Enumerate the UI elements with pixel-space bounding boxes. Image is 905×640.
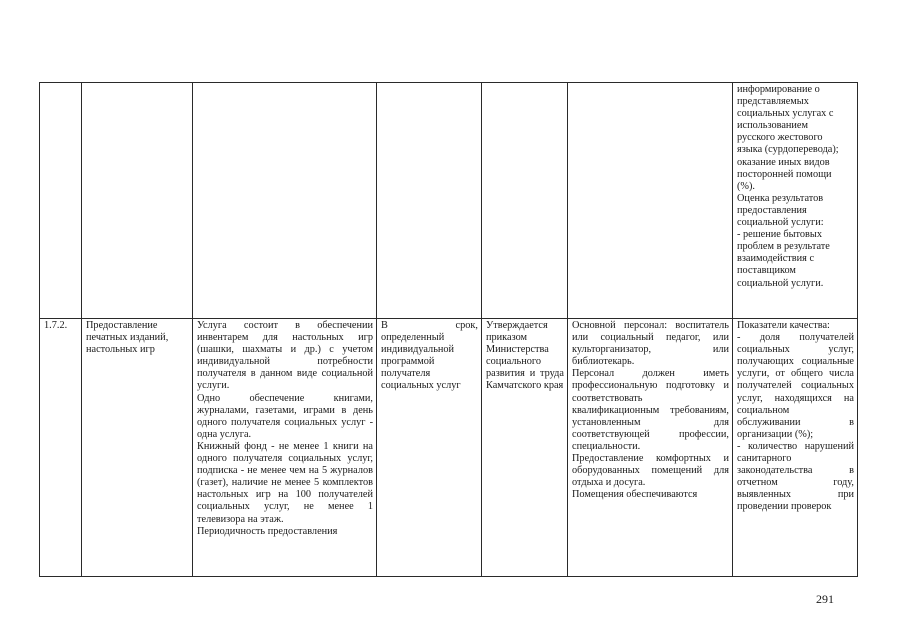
tariff-cell <box>482 83 568 319</box>
table-row <box>40 319 858 577</box>
service-name: Предоставление печатных изданий, настольных игр <box>86 320 169 356</box>
service-term: В срок, определенный индивидуальной программой получателя социальных услуг <box>381 320 478 392</box>
conditions-cell <box>568 83 733 319</box>
quality-indicators: Показатели качества: - доля получателей социальных услуг, получающих социальные услуги, от общего числа получателей социальных услуг, находящихся на социальном обслуживании в организации (%); - количество нарушений санитарного законодательства в отчетном году, выявленных при проведении проверок <box>737 320 854 513</box>
page-number: 291 <box>816 592 834 606</box>
description-cell <box>193 319 377 577</box>
service-description: Услуга состоит в обеспечении инвентарем для настольных игр (шашки, шахматы и др.) с учетом индивидуальной потребности получателя в данном виде социальной услуги. Одно обеспечение книгами, журналами, газетами, играми в день одного получателя социальных услуг - одна услуга. Книжный фонд - не менее 1 книги на одного получателя социальных услуг, подписка - не менее чем на 5 журналов (газет), наличие не менее 5 комплектов настольных игр на 100 получателей социальных услуг, не менее 1 телевизора на этаж. Периодичность предоставления <box>197 320 373 537</box>
services-table <box>39 82 858 577</box>
quality-evaluation-text: информирование о представляемых социальных услугах с использованием русского жестового языка (сурдоперевода); оказание иных видов посторонней помощи (%). Оценка результатов предоставления социальной услуги: - решение бытовых проблем в результате взаимодействия с поставщиком социальной услуги. <box>737 84 839 289</box>
service-conditions: Основной персонал: воспитатель или социальный педагог, или культорганизатор, или библиотекарь. Персонал должен иметь профессиональную подготовку и соответствовать квалификационным требованиям, установленным для соответствующей профессии, специальности. Предоставление комфортных и оборудованных помещений для отдыха и досуга. Помещения обеспечиваются <box>572 320 729 501</box>
term-cell <box>377 83 482 319</box>
tariff-cell <box>482 319 568 577</box>
description-cell <box>193 83 377 319</box>
quality-cell <box>733 83 858 319</box>
number-cell <box>40 83 82 319</box>
service-number: 1.7.2. <box>44 320 68 331</box>
number-cell <box>40 319 82 577</box>
term-cell <box>377 319 482 577</box>
service-tariff: Утверждается приказом Министерства социального развития и труда Камчатского края <box>486 320 564 392</box>
conditions-cell <box>568 319 733 577</box>
service-name-cell <box>82 319 193 577</box>
quality-cell <box>733 319 858 577</box>
service-name-cell <box>82 83 193 319</box>
table-row <box>40 83 858 319</box>
